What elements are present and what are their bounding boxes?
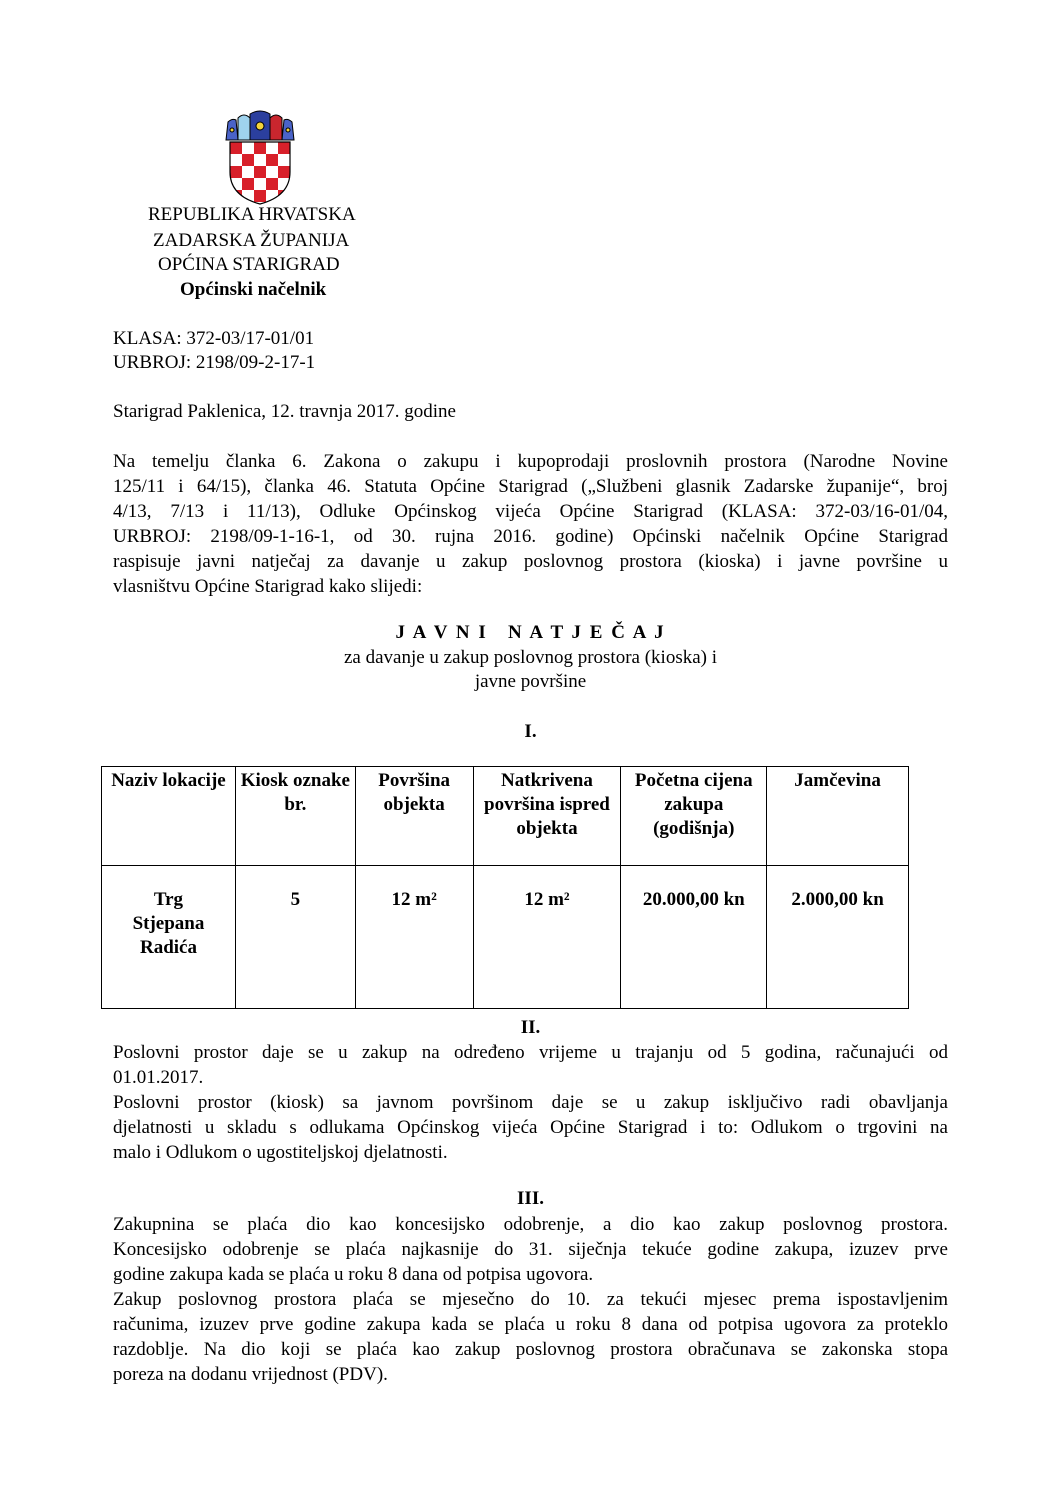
column-header-kiosk-number: Kiosk oznake br.: [235, 767, 355, 866]
intro-line: URBROJ: 2198/09-1-16-1, od 30. rujna 2016. godine) Općinski načelnik Općine Starigrad: [113, 526, 948, 547]
intro-paragraph: [113, 449, 948, 599]
section-3-paragraph: [113, 1212, 948, 1387]
notice-title: J A V N I N A T J E Č A J: [395, 622, 666, 643]
intro-line: vlasništvu Općine Starigrad kako slijedi:: [113, 576, 423, 597]
paragraph-line: 01.01.2017.: [113, 1067, 204, 1088]
section-2-title: II.: [520, 1017, 541, 1038]
intro-line: raspisuje javni natječaj za davanje u zakup poslovnog prostora (kioska) i javne površine u: [113, 551, 948, 572]
section-2-paragraph: [113, 1040, 948, 1165]
intro-line: 125/11 i 64/15), članka 46. Statuta Općine Starigrad („Službeni glasnik Zadarske županije“, broj: [113, 476, 948, 497]
coat-of-arms-emblem: [222, 110, 298, 206]
intro-line: 4/13, 7/13 i 11/13), Odluke Općinskog vijeća Općine Starigrad (KLASA: 372-03/16-01/04,: [113, 501, 948, 522]
paragraph-line: malo i Odlukom o ugostiteljskoj djelatnosti.: [113, 1142, 448, 1163]
cell-covered-area: 12 m²: [473, 866, 621, 1009]
urbroj-ref: URBROJ: 2198/09-2-17-1: [113, 352, 316, 373]
column-header-location: Naziv lokacije: [102, 767, 236, 866]
cell-starting-price: 20.000,00 kn: [621, 866, 767, 1009]
column-header-starting-price: Početna cijena zakupa (godišnja): [621, 767, 767, 866]
table-row: [102, 866, 909, 1009]
paragraph-line: Poslovni prostor daje se u zakup na određeno vrijeme u trajanju od 5 godina, računajući od: [113, 1042, 948, 1063]
place-date: Starigrad Paklenica, 12. travnja 2017. godine: [113, 401, 456, 422]
column-header-area: Površina objekta: [355, 767, 473, 866]
cell-kiosk-number: 5: [235, 866, 355, 1009]
intro-line: Na temelju članka 6. Zakona o zakupu i kupoprodaji proslovnih prostora (Narodne Novine: [113, 451, 948, 472]
section-3-title: III.: [517, 1188, 544, 1209]
paragraph-line: Poslovni prostor (kiosk) sa javnom površinom daje se u zakup isključivo radi obavljanja: [113, 1092, 948, 1113]
paragraph-line: računima, izuzev prve godine zakupa kada se plaća u roku 8 dana od potpisa ugovora za proteklo: [113, 1314, 948, 1335]
header-country: REPUBLIKA HRVATSKA: [148, 204, 356, 225]
column-header-covered-area: Natkrivena površina ispred objekta: [473, 767, 621, 866]
paragraph-line: godine zakupa kada se plaća u roku 8 dana od potpisa ugovora.: [113, 1264, 594, 1285]
header-municipality: OPĆINA STARIGRAD: [158, 254, 340, 275]
header-office: Općinski načelnik: [180, 279, 327, 300]
paragraph-line: Zakupnina se plaća dio kao koncesijsko odobrenje, a dio kao zakup poslovnog prostora.: [113, 1214, 948, 1235]
notice-subtitle: javne površine: [474, 671, 587, 692]
lease-table: [101, 766, 909, 1009]
column-header-deposit: Jamčevina: [767, 767, 909, 866]
klasa-ref: KLASA: 372-03/17-01/01: [113, 328, 315, 349]
cell-deposit: 2.000,00 kn: [767, 866, 909, 1009]
notice-subtitle: za davanje u zakup poslovnog prostora (kioska) i: [343, 647, 718, 668]
cell-area: 12 m²: [355, 866, 473, 1009]
section-1-title: I.: [524, 721, 537, 742]
paragraph-line: razdoblje. Na dio koji se plaća kao zakup poslovnog prostora obračunava se zakonska stopa: [113, 1339, 948, 1360]
paragraph-line: Zakup poslovnog prostora plaća se mjesečno do 10. za tekući mjesec prema ispostavljenim: [113, 1289, 948, 1310]
paragraph-line: Koncesijsko odobrenje se plaća najkasnije do 31. siječnja tekuće godine zakupa, izuzev prve: [113, 1239, 948, 1260]
header-county: ZADARSKA ŽUPANIJA: [153, 230, 350, 251]
table-header-row: [102, 767, 909, 866]
paragraph-line: poreza na dodanu vrijednost (PDV).: [113, 1364, 388, 1385]
cell-location: Trg Stjepana Radića: [102, 866, 236, 1009]
paragraph-line: djelatnosti u skladu s odlukama Općinskog vijeća Općine Starigrad i to: Odlukom o trgovini na: [113, 1117, 948, 1138]
